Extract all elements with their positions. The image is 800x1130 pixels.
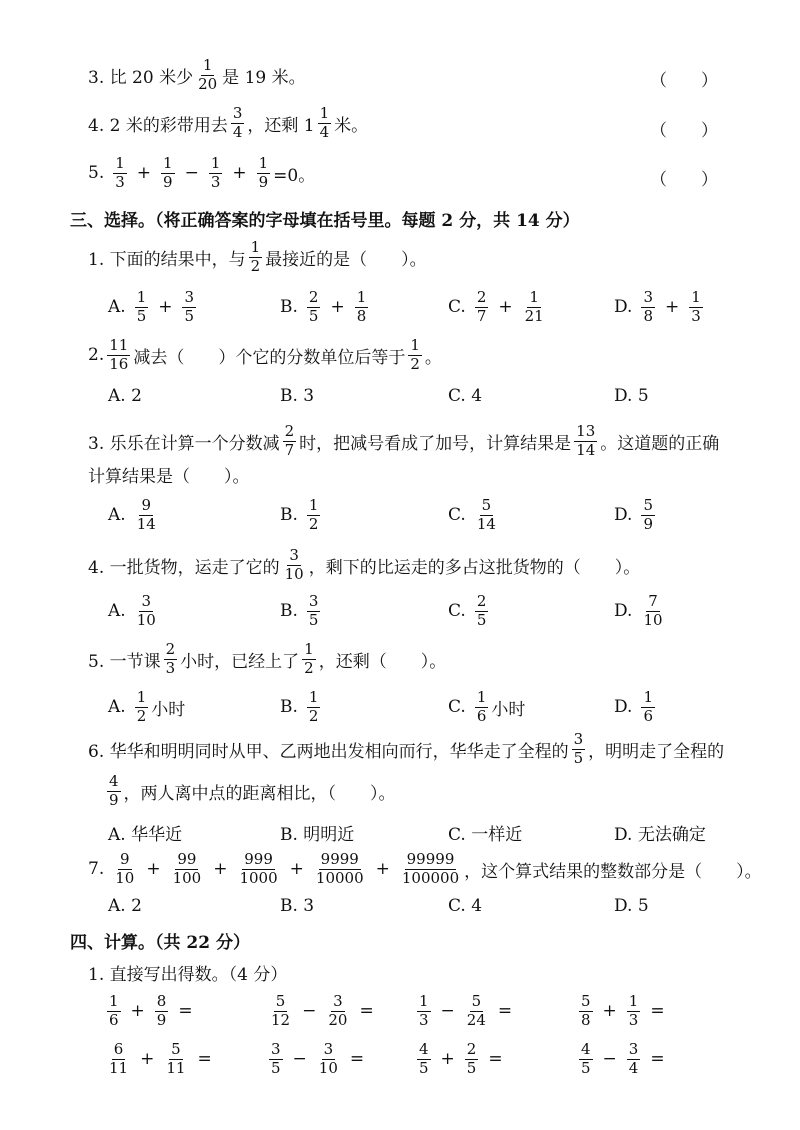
fraction <box>574 424 597 459</box>
text: ，两人离中点的距离相比，（ ）。 <box>123 783 396 804</box>
denominator: 10 <box>318 1058 338 1077</box>
numerator: 2 <box>476 288 487 306</box>
text: 减去（ ）个它的分数单位后等于 <box>133 347 406 368</box>
option-a[interactable] <box>108 290 199 325</box>
numerator: 1 <box>529 288 539 306</box>
fraction <box>579 994 593 1029</box>
numerator: 1 <box>356 288 367 306</box>
option-c[interactable]: C. 一样近 <box>448 825 523 845</box>
numerator: 999 <box>244 850 273 868</box>
option-b[interactable] <box>280 594 323 629</box>
numerator: 5 <box>275 992 286 1010</box>
denominator: 4 <box>232 122 243 141</box>
denominator: 24 <box>466 1010 486 1029</box>
fraction <box>182 290 196 325</box>
numerator: 3 <box>628 1040 639 1058</box>
numerator: 1 <box>304 640 314 658</box>
numerator: 3 <box>271 1040 281 1058</box>
calc-item[interactable] <box>414 994 519 1029</box>
numerator: 1 <box>476 688 487 706</box>
fraction <box>171 852 204 887</box>
numerator: 3 <box>289 546 299 564</box>
denominator: 2 <box>410 354 420 373</box>
fraction <box>317 1042 340 1077</box>
fraction <box>209 156 223 191</box>
fraction <box>107 1042 130 1077</box>
text: A. <box>108 697 126 718</box>
denominator: 12 <box>271 1010 291 1029</box>
fraction <box>249 240 263 275</box>
option-b[interactable]: B. 3 <box>280 896 315 916</box>
numerator: 5 <box>171 1040 181 1058</box>
option-c[interactable] <box>448 594 491 629</box>
mc-question-3-line2: 计算结果是（ ）。 <box>88 467 250 487</box>
option-d[interactable] <box>614 690 658 725</box>
numerator: 5 <box>481 496 492 514</box>
operator: + <box>664 297 680 318</box>
numerator: 1 <box>308 688 319 706</box>
fraction <box>318 106 332 141</box>
fraction <box>107 774 121 809</box>
mc-question-6-line2 <box>104 774 396 809</box>
text: ，还剩 1 <box>247 115 315 136</box>
text: 小时 <box>491 699 526 720</box>
text: 6. 华华和明明同时从甲、乙两地出发相向而行，华华走了全程的 <box>88 741 569 762</box>
text: 3. 乐乐在计算一个分数减 <box>88 433 280 454</box>
denominator: 5 <box>573 748 584 767</box>
operator: + <box>158 297 173 318</box>
fraction <box>257 156 271 191</box>
text: 小时，已经上了 <box>180 651 300 672</box>
numerator: 3 <box>308 592 319 610</box>
operator: = <box>359 1001 374 1022</box>
text: 小时 <box>151 699 186 720</box>
operator: = <box>178 1001 193 1022</box>
text: D. <box>614 505 633 526</box>
fraction <box>314 852 366 887</box>
answer-bracket[interactable]: （ ） <box>650 71 718 91</box>
numerator: 5 <box>471 992 482 1010</box>
fraction <box>283 424 297 459</box>
numerator: 3 <box>141 592 151 610</box>
text: 时，把减号看成了加号，计算结果是 <box>299 433 572 454</box>
fraction <box>326 994 349 1029</box>
option-c[interactable] <box>448 498 501 533</box>
text: A. <box>108 505 126 526</box>
denominator: 9 <box>258 172 269 191</box>
operator: + <box>602 1001 617 1022</box>
denominator: 20 <box>328 1010 348 1029</box>
numerator: 3 <box>333 992 343 1010</box>
operator: + <box>213 859 228 880</box>
operator: = <box>650 1001 665 1022</box>
operator: + <box>498 297 513 318</box>
numerator: 6 <box>113 1040 124 1058</box>
text: 4. 2 米的彩带用去 <box>88 115 228 136</box>
fraction <box>307 594 321 629</box>
fraction <box>523 290 546 325</box>
operator: + <box>136 163 152 184</box>
denominator: 8 <box>643 306 653 325</box>
option-d[interactable] <box>614 594 668 629</box>
numerator: 5 <box>581 992 591 1010</box>
option-d[interactable]: D. 5 <box>614 896 649 916</box>
operator: − <box>602 1049 617 1070</box>
mc-question-2 <box>88 338 442 373</box>
numerator: 4 <box>419 1040 429 1058</box>
fraction <box>408 338 422 373</box>
text: 1. 下面的结果中，与 <box>88 249 246 270</box>
denominator: 5 <box>308 610 319 629</box>
fraction <box>475 690 489 725</box>
fraction <box>465 994 488 1029</box>
numerator: 1 <box>319 104 330 122</box>
text: C. <box>448 505 466 526</box>
option-b[interactable]: B. 明明近 <box>280 825 355 845</box>
fraction <box>307 290 321 325</box>
text: D. <box>614 601 633 622</box>
text: C. <box>448 697 466 718</box>
answer-bracket[interactable]: （ ） <box>650 170 718 190</box>
denominator: 9 <box>643 514 653 533</box>
mc-question-3 <box>88 424 719 459</box>
fraction <box>641 594 664 629</box>
calc-item[interactable] <box>104 994 200 1029</box>
denominator: 7 <box>284 440 295 459</box>
numerator: 1 <box>419 992 429 1010</box>
denominator: 5 <box>581 1058 591 1077</box>
text: 。这道题的正确 <box>600 433 720 454</box>
denominator: 3 <box>419 1010 429 1029</box>
option-c[interactable] <box>448 690 525 725</box>
denominator: 10 <box>115 868 135 887</box>
fraction <box>400 852 461 887</box>
denominator: 100000 <box>401 868 460 887</box>
numerator: 1 <box>115 154 125 172</box>
numerator: 99999 <box>406 850 455 868</box>
fraction <box>579 1042 593 1077</box>
option-c[interactable] <box>448 290 549 325</box>
option-c[interactable]: C. 4 <box>448 896 483 916</box>
fraction <box>164 642 178 677</box>
operator: + <box>232 163 247 184</box>
denominator: 8 <box>581 1010 591 1029</box>
fraction <box>627 994 641 1029</box>
text: ，剩下的比运走的多占这批货物的（ ）。 <box>308 557 641 578</box>
operator: + <box>375 859 390 880</box>
denominator: 5 <box>419 1058 429 1077</box>
fraction <box>475 498 498 533</box>
numerator: 9 <box>120 850 130 868</box>
fraction <box>231 106 245 141</box>
section-title-calc: 四、计算。（共 22 分） <box>70 933 250 953</box>
operator: + <box>146 859 161 880</box>
mc-question-6 <box>88 732 724 767</box>
numerator: 3 <box>184 288 195 306</box>
judge-question-4 <box>88 106 368 141</box>
calc-subtitle: 1. 直接写出得数。（4 分） <box>88 965 288 985</box>
fraction <box>641 290 655 325</box>
fraction <box>237 852 279 887</box>
option-d[interactable]: D. 无法确定 <box>614 825 706 845</box>
denominator: 3 <box>210 172 221 191</box>
calc-item[interactable] <box>266 1042 371 1077</box>
fraction <box>161 156 175 191</box>
numerator: 2 <box>165 640 176 658</box>
numerator: 8 <box>156 992 167 1010</box>
denominator: 4 <box>319 122 330 141</box>
mc-question-4 <box>88 548 640 583</box>
option-a[interactable]: A. 华华近 <box>108 825 183 845</box>
fraction <box>135 594 158 629</box>
fraction <box>641 498 655 533</box>
numerator: 2 <box>466 1040 477 1058</box>
operator: = <box>497 1001 513 1022</box>
operator: + <box>440 1049 455 1070</box>
denominator: 3 <box>165 658 176 677</box>
fraction <box>155 994 169 1029</box>
option-a[interactable]: A. 2 <box>108 896 142 916</box>
operator: = <box>488 1049 503 1070</box>
fraction <box>135 290 149 325</box>
text: C. <box>448 601 466 622</box>
fraction <box>283 548 306 583</box>
denominator: 3 <box>628 1010 639 1029</box>
fraction <box>355 290 369 325</box>
numerator: 4 <box>581 1040 591 1058</box>
text: D. <box>614 297 633 318</box>
numerator: 9999 <box>320 850 359 868</box>
numerator: 1 <box>210 154 221 172</box>
answer-bracket[interactable]: （ ） <box>650 121 718 141</box>
calc-item[interactable] <box>414 1042 510 1077</box>
text: D. <box>614 697 633 718</box>
operator: − <box>292 1049 307 1070</box>
denominator: 1000 <box>239 868 278 887</box>
fraction <box>302 642 316 677</box>
option-a[interactable] <box>108 690 185 725</box>
denominator: 2 <box>304 658 314 677</box>
mc-question-1 <box>88 240 427 275</box>
option-a[interactable] <box>108 594 161 629</box>
denominator: 5 <box>466 1058 477 1077</box>
fraction <box>417 994 431 1029</box>
denominator: 6 <box>476 706 487 725</box>
option-b[interactable] <box>280 498 323 533</box>
mc-question-7 <box>88 852 762 887</box>
denominator: 2 <box>308 514 319 533</box>
text: B. <box>280 505 298 526</box>
judge-question-5 <box>88 156 315 191</box>
numerator: 7 <box>648 592 658 610</box>
fraction <box>689 290 703 325</box>
operator: = <box>349 1049 365 1070</box>
operator: − <box>184 163 199 184</box>
numerator: 3 <box>643 288 653 306</box>
text: 5. <box>88 163 105 184</box>
denominator: 11 <box>109 1058 129 1077</box>
option-d[interactable]: D. 5 <box>614 386 649 406</box>
denominator: 21 <box>524 306 544 325</box>
numerator: 1 <box>109 992 119 1010</box>
denominator: 100 <box>172 868 202 887</box>
text: =0。 <box>273 165 316 186</box>
operator: = <box>650 1049 665 1070</box>
numerator: 13 <box>576 422 596 440</box>
denominator: 5 <box>308 306 319 325</box>
numerator: 2 <box>284 422 295 440</box>
text: 4. 一批货物，运走了它的 <box>88 557 280 578</box>
denominator: 20 <box>198 74 218 93</box>
operator: + <box>289 859 304 880</box>
fraction <box>475 290 489 325</box>
section-title-choice: 三、选择。（将正确答案的字母填在括号里。每题 2 分，共 14 分） <box>70 211 580 231</box>
numerator: 1 <box>202 56 213 74</box>
denominator: 10 <box>284 564 304 583</box>
numerator: 5 <box>643 496 653 514</box>
text: B. <box>280 697 298 718</box>
option-a[interactable] <box>108 498 161 533</box>
numerator: 1 <box>163 154 173 172</box>
denominator: 9 <box>163 172 173 191</box>
text: 是 19 米。 <box>222 67 306 88</box>
numerator: 1 <box>308 496 319 514</box>
denominator: 4 <box>628 1058 639 1077</box>
denominator: 11 <box>166 1058 186 1077</box>
denominator: 6 <box>109 1010 119 1029</box>
numerator: 3 <box>573 730 584 748</box>
text: 7. <box>88 859 105 880</box>
denominator: 7 <box>476 306 487 325</box>
numerator: 1 <box>643 688 653 706</box>
option-a[interactable]: A. 2 <box>108 386 142 406</box>
operator: + <box>140 1049 155 1070</box>
option-d[interactable] <box>614 498 658 533</box>
text: ，明明走了全程的 <box>588 741 725 762</box>
numerator: 1 <box>691 288 701 306</box>
numerator: 1 <box>136 288 147 306</box>
numerator: 3 <box>232 104 243 122</box>
operator: − <box>302 1001 317 1022</box>
fraction <box>196 58 219 93</box>
text: A. <box>108 601 126 622</box>
fraction <box>269 1042 283 1077</box>
denominator: 10 <box>643 610 663 629</box>
numerator: 2 <box>308 288 319 306</box>
judge-question-3 <box>88 58 306 93</box>
numerator: 99 <box>177 850 197 868</box>
text: A. <box>108 297 126 318</box>
fraction <box>641 690 655 725</box>
numerator: 1 <box>250 238 261 256</box>
option-b[interactable]: B. 3 <box>280 386 315 406</box>
text: 米。 <box>334 115 369 136</box>
text: ，这个算式结果的整数部分是（ ）。 <box>464 861 762 882</box>
text: C. <box>448 297 466 318</box>
denominator: 2 <box>308 706 319 725</box>
numerator: 11 <box>109 336 129 354</box>
fraction <box>113 156 127 191</box>
text: 最接近的是（ ）。 <box>265 249 427 270</box>
numerator: 1 <box>410 336 420 354</box>
denominator: 5 <box>136 306 147 325</box>
fraction <box>135 498 158 533</box>
mc-question-5 <box>88 642 446 677</box>
option-b[interactable] <box>280 290 371 325</box>
denominator: 10 <box>136 610 156 629</box>
denominator: 14 <box>476 514 496 533</box>
denominator: 3 <box>691 306 701 325</box>
denominator: 5 <box>271 1058 281 1077</box>
operator: + <box>130 1001 145 1022</box>
calc-item[interactable] <box>576 994 672 1029</box>
calc-item[interactable] <box>576 1042 672 1077</box>
text: 。 <box>424 347 442 368</box>
denominator: 5 <box>184 306 195 325</box>
text: 2. <box>88 345 105 366</box>
denominator: 2 <box>250 256 261 275</box>
denominator: 6 <box>643 706 653 725</box>
denominator: 9 <box>156 1010 167 1029</box>
fraction <box>107 994 121 1029</box>
fraction <box>307 690 321 725</box>
numerator: 1 <box>258 154 269 172</box>
fraction <box>164 1042 187 1077</box>
denominator: 3 <box>115 172 125 191</box>
denominator: 5 <box>476 610 487 629</box>
denominator: 9 <box>109 790 119 809</box>
fraction <box>475 594 489 629</box>
operator: + <box>330 297 345 318</box>
numerator: 2 <box>476 592 487 610</box>
denominator: 8 <box>356 306 367 325</box>
denominator: 14 <box>576 440 596 459</box>
numerator: 3 <box>323 1040 334 1058</box>
fraction <box>572 732 586 767</box>
text: 5. 一节课 <box>88 651 161 672</box>
calc-item[interactable] <box>266 994 381 1029</box>
numerator: 1 <box>136 688 147 706</box>
denominator: 14 <box>136 514 156 533</box>
operator: − <box>440 1001 455 1022</box>
numerator: 4 <box>109 772 119 790</box>
operator: = <box>197 1049 212 1070</box>
fraction <box>135 690 149 725</box>
fraction <box>269 994 292 1029</box>
numerator: 9 <box>141 496 151 514</box>
option-d[interactable] <box>614 290 706 325</box>
denominator: 10000 <box>315 868 364 887</box>
option-c[interactable]: C. 4 <box>448 386 483 406</box>
fraction <box>107 338 130 373</box>
numerator: 1 <box>628 992 639 1010</box>
denominator: 16 <box>109 354 129 373</box>
fraction <box>465 1042 479 1077</box>
calc-item[interactable] <box>104 1042 219 1077</box>
text: 3. 比 20 米少 <box>88 67 194 88</box>
fraction <box>307 498 321 533</box>
fraction <box>113 852 136 887</box>
text: ，还剩（ ）。 <box>318 651 447 672</box>
text: B. <box>280 297 298 318</box>
fraction <box>627 1042 641 1077</box>
text: B. <box>280 601 298 622</box>
denominator: 2 <box>136 706 147 725</box>
option-b[interactable] <box>280 690 323 725</box>
fraction <box>417 1042 431 1077</box>
